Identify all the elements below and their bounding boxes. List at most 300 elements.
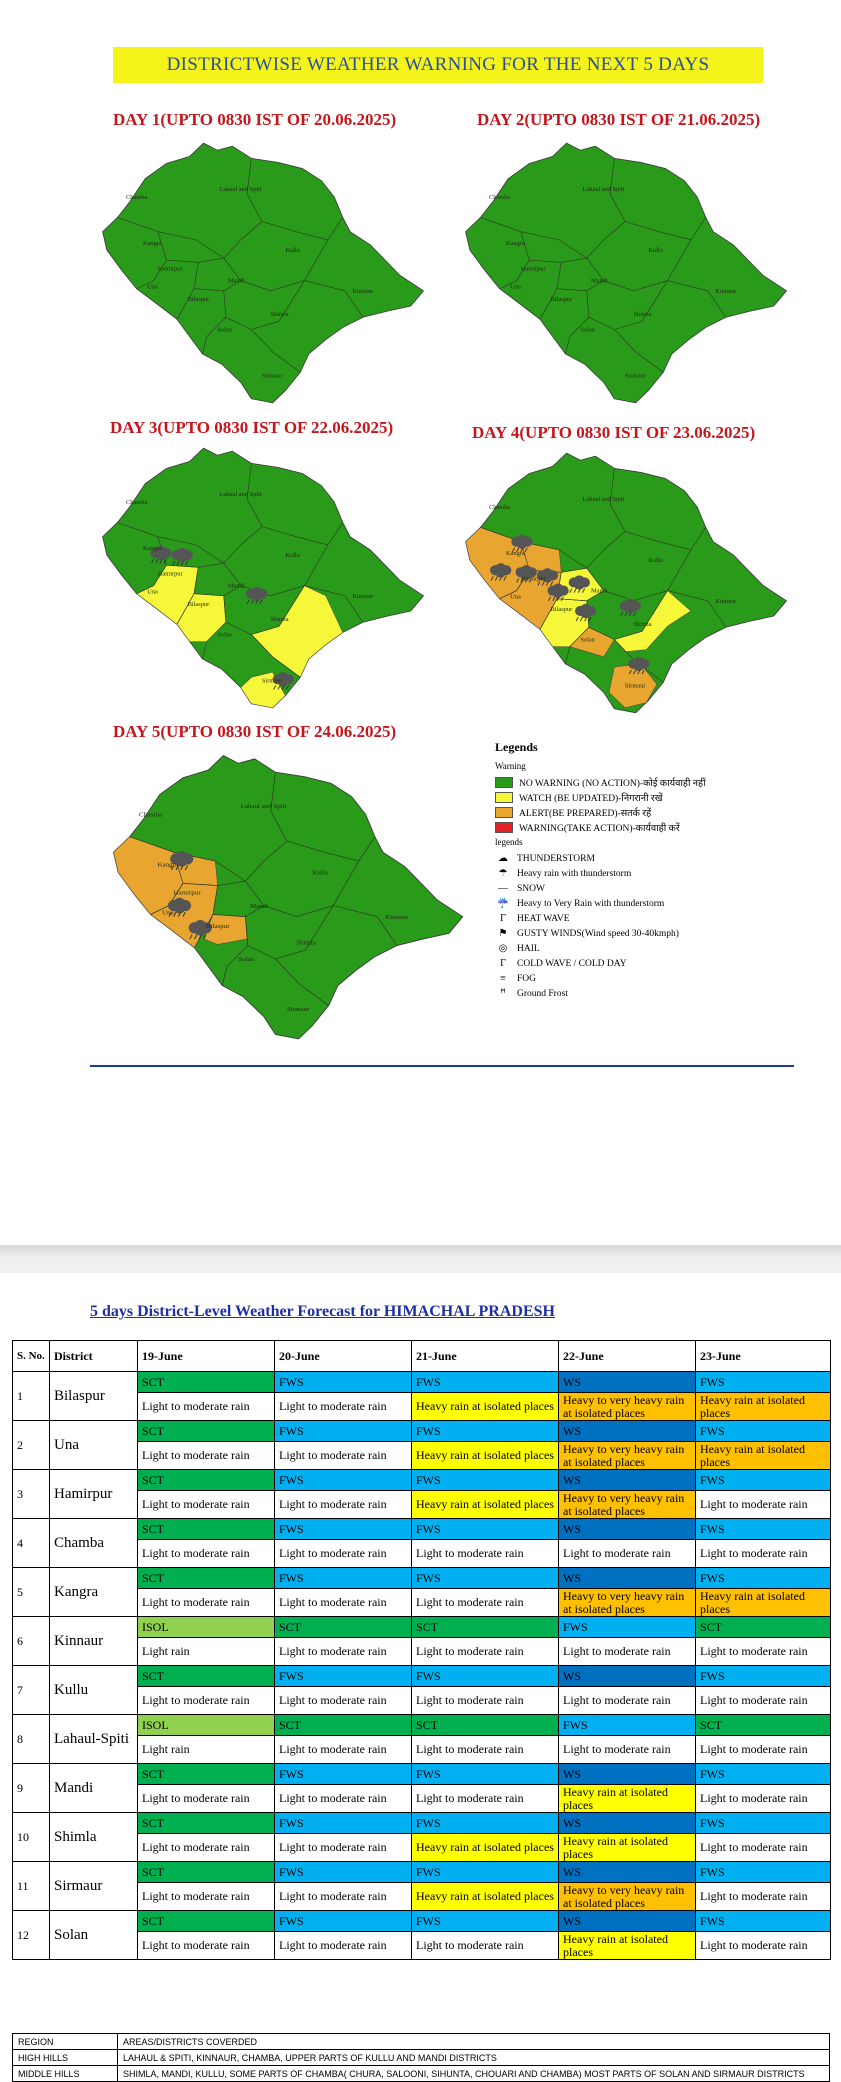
snow-icon: — (498, 883, 508, 894)
district-label: Sirmaur (625, 682, 646, 690)
forecast-description-cell: Light to moderate rain (696, 1540, 831, 1568)
district-label: Kullu (648, 247, 663, 255)
district-label: Kinnaur (352, 287, 374, 295)
forecast-description-cell: Heavy rain at isolated places (412, 1393, 559, 1421)
forecast-row (13, 1421, 831, 1442)
legend-symbol-item (495, 911, 795, 926)
district-label: Una (510, 283, 521, 291)
forecast-category-cell: FWS (412, 1470, 559, 1491)
district-label: Mandi (228, 582, 245, 590)
state-map-svg (455, 448, 795, 723)
forecast-category-cell: FWS (275, 1421, 412, 1442)
legend-warning-item (495, 805, 795, 820)
forecast-header-row (13, 1341, 831, 1372)
forecast-title: 5 days District-Level Weather Forecast for HIMACHAL PRADESH (90, 1303, 555, 1320)
legend-warning-item (495, 775, 795, 790)
legend-symbol-label: HEAT WAVE (517, 913, 570, 924)
forecast-description-cell: Light to moderate rain (138, 1883, 275, 1911)
forecast-category-cell: WS (559, 1813, 696, 1834)
row-district: Lahaul-Spiti (50, 1715, 138, 1764)
forecast-description-cell: Light to moderate rain (275, 1540, 412, 1568)
legend-color-swatch (495, 792, 513, 803)
forecast-description-cell: Light to moderate rain (275, 1736, 412, 1764)
forecast-row (13, 1568, 831, 1589)
district-label: Hamirpur (157, 265, 183, 273)
district-label: Una (147, 588, 158, 596)
forecast-description-cell: Light to moderate rain (275, 1442, 412, 1470)
forecast-category-cell: SCT (138, 1372, 275, 1393)
legend-symbol-item (495, 941, 795, 956)
state-map-svg (92, 138, 432, 413)
region-header-region: REGION (13, 2034, 118, 2050)
forecast-description-cell: Heavy to very heavy rain at isolated places (559, 1589, 696, 1617)
district-label: Una (162, 909, 174, 917)
forecast-description-cell: Light to moderate rain (412, 1638, 559, 1666)
cold-wave-icon: Γ (500, 958, 506, 969)
district-label: Solan (217, 631, 232, 639)
row-district: Shimla (50, 1813, 138, 1862)
district-label: Kullu (648, 557, 663, 565)
district-label: Chamba (139, 811, 163, 819)
forecast-category-cell: FWS (696, 1421, 831, 1442)
forecast-description-cell: Heavy to very heavy rain at isolated places (559, 1442, 696, 1470)
day3-map (92, 443, 432, 718)
heat-wave-icon: Γ (500, 913, 506, 924)
forecast-category-cell: FWS (696, 1862, 831, 1883)
forecast-category-cell: SCT (138, 1421, 275, 1442)
legend-warning-label: NO WARNING (NO ACTION)-कोई कार्यवाही नहीं (519, 779, 706, 789)
row-district: Sirmaur (50, 1862, 138, 1911)
row-sno: 12 (13, 1911, 50, 1960)
region-name: HIGH HILLS (13, 2050, 118, 2066)
heavy-rain-thunder-icon: ☂ (498, 868, 508, 879)
forecast-description-cell: Light to moderate rain (696, 1687, 831, 1715)
district-label: Lahaul and Spiti (582, 186, 625, 193)
forecast-description-cell: Light to moderate rain (138, 1540, 275, 1568)
legend-symbol-item (495, 896, 795, 911)
forecast-description-cell: Light to moderate rain (696, 1834, 831, 1862)
forecast-description-cell: Heavy rain at isolated places (412, 1491, 559, 1519)
forecast-description-cell: Heavy to very heavy rain at isolated places (559, 1883, 696, 1911)
forecast-category-cell: FWS (275, 1470, 412, 1491)
district-label: Kullu (285, 247, 300, 255)
forecast-category-cell: FWS (275, 1666, 412, 1687)
forecast-category-cell: WS (559, 1568, 696, 1589)
forecast-category-cell: WS (559, 1862, 696, 1883)
forecast-category-cell: SCT (412, 1617, 559, 1638)
legend-symbol-list (495, 851, 795, 1001)
forecast-description-cell: Light rain (138, 1638, 275, 1666)
row-sno: 3 (13, 1470, 50, 1519)
district-label: Chamba (489, 504, 511, 512)
state-map-svg (102, 750, 472, 1050)
page-divider-line (90, 1065, 794, 1067)
forecast-category-cell: FWS (559, 1617, 696, 1638)
row-district: Una (50, 1421, 138, 1470)
district-label: Solan (580, 636, 595, 644)
forecast-category-cell: WS (559, 1421, 696, 1442)
region-name: MIDDLE HILLS (13, 2066, 118, 2082)
forecast-description-cell: Heavy rain at isolated places (696, 1589, 831, 1617)
forecast-category-cell: FWS (275, 1911, 412, 1932)
forecast-description-cell: Light to moderate rain (138, 1834, 275, 1862)
district-label: Kullu (285, 552, 300, 560)
forecast-description-cell: Light rain (138, 1736, 275, 1764)
forecast-description-cell: Light to moderate rain (138, 1393, 275, 1421)
district-label: Hamirpur (157, 570, 183, 578)
forecast-category-cell: FWS (412, 1421, 559, 1442)
row-district: Kangra (50, 1568, 138, 1617)
district-label: Una (147, 283, 158, 291)
day3-title: DAY 3(UPTO 0830 IST OF 22.06.2025) (110, 418, 394, 437)
row-sno: 7 (13, 1666, 50, 1715)
legend-symbol-label: Heavy to Very Rain with thunderstorm (517, 898, 665, 909)
forecast-description-cell: Heavy rain at isolated places (696, 1442, 831, 1470)
forecast-description-cell: Light to moderate rain (275, 1932, 412, 1960)
forecast-description-cell: Heavy rain at isolated places (412, 1834, 559, 1862)
day2-map (455, 138, 795, 413)
forecast-description-cell: Light to moderate rain (275, 1883, 412, 1911)
legend-symbol-label: SNOW (517, 883, 545, 894)
row-district: Solan (50, 1911, 138, 1960)
day4-map (455, 448, 795, 723)
forecast-category-cell: SCT (412, 1715, 559, 1736)
district-label: Kangra (143, 240, 162, 247)
forecast-category-cell: SCT (138, 1862, 275, 1883)
forecast-category-cell: FWS (696, 1568, 831, 1589)
district-label: Shimla (296, 939, 316, 947)
legend-symbol-item (495, 971, 795, 986)
forecast-description-cell: Light to moderate rain (138, 1491, 275, 1519)
district-label: Shimla (270, 616, 289, 624)
district-label: Bilaspur (187, 601, 210, 608)
legend-symbol-label: FOG (517, 973, 537, 984)
legend-symbol-item (495, 956, 795, 971)
forecast-description-cell: Light to moderate rain (412, 1932, 559, 1960)
forecast-category-cell: SCT (138, 1764, 275, 1785)
day1-map (92, 138, 432, 413)
forecast-category-cell: FWS (412, 1813, 559, 1834)
district-label: Una (510, 593, 521, 601)
gusty-winds-icon: ⚑ (498, 928, 508, 939)
region-row (13, 2066, 830, 2082)
legend-symbol-item (495, 851, 795, 866)
row-sno: 1 (13, 1372, 50, 1421)
district-label: Chamba (126, 499, 148, 507)
district-label: Bilaspur (206, 922, 230, 930)
forecast-category-cell: WS (559, 1764, 696, 1785)
state-map-svg (92, 443, 432, 718)
district-label: Kullu (312, 869, 329, 877)
district-label: Hamirpur (520, 575, 546, 583)
forecast-description-cell: Heavy rain at isolated places (559, 1834, 696, 1862)
legend-title: Legends (495, 740, 538, 754)
region-header-row (13, 2034, 830, 2050)
district-label: Solan (217, 326, 232, 334)
forecast-category-cell: FWS (696, 1666, 831, 1687)
forecast-description-cell: Light to moderate rain (412, 1540, 559, 1568)
district-label: Solan (580, 326, 595, 334)
forecast-description-cell: Light to moderate rain (412, 1785, 559, 1813)
hail-icon: ◎ (498, 943, 508, 954)
forecast-row (13, 1764, 831, 1785)
region-areas: LAHAUL & SPITI, KINNAUR, CHAMBA, UPPER PARTS OF KULLU AND MANDI DISTRICTS (118, 2050, 830, 2066)
district-label: Kangra (143, 545, 162, 552)
forecast-row (13, 1911, 831, 1932)
district-label: Shimla (633, 621, 652, 629)
district-label: Shimla (633, 311, 652, 319)
forecast-category-cell: SCT (696, 1617, 831, 1638)
forecast-category-cell: FWS (696, 1470, 831, 1491)
forecast-category-cell: FWS (696, 1911, 831, 1932)
forecast-category-cell: FWS (412, 1764, 559, 1785)
ground-frost-icon: ꟸ (500, 988, 506, 999)
district-label: Mandi (228, 277, 245, 285)
forecast-description-cell: Light to moderate rain (559, 1540, 696, 1568)
district-label: Kangra (506, 240, 525, 247)
forecast-description-cell: Light to moderate rain (696, 1491, 831, 1519)
state-map-svg (455, 138, 795, 413)
district-label: Kangra (506, 550, 525, 557)
district-label: Lahaul and Spiti (219, 186, 262, 193)
forecast-description-cell: Heavy rain at isolated places (412, 1442, 559, 1470)
legend-symbol-label: COLD WAVE / COLD DAY (517, 958, 627, 969)
day5-map (102, 750, 472, 1050)
forecast-row (13, 1862, 831, 1883)
day5-title: DAY 5(UPTO 0830 IST OF 24.06.2025) (113, 722, 397, 741)
forecast-category-cell: SCT (138, 1568, 275, 1589)
row-district: Kullu (50, 1666, 138, 1715)
forecast-description-cell: Light to moderate rain (275, 1589, 412, 1617)
forecast-description-cell: Light to moderate rain (412, 1687, 559, 1715)
forecast-row (13, 1617, 831, 1638)
header-day-3: 21-June (412, 1341, 559, 1372)
very-heavy-rain-thunder-icon: ☔ (496, 898, 510, 909)
district-label: Shimla (270, 311, 289, 319)
district-label: Mandi (591, 587, 608, 595)
header-day-4: 22-June (559, 1341, 696, 1372)
forecast-category-cell: FWS (275, 1519, 412, 1540)
district-label: Kinnaur (352, 592, 374, 600)
day2-title: DAY 2(UPTO 0830 IST OF 21.06.2025) (477, 110, 761, 129)
row-sno: 11 (13, 1862, 50, 1911)
district-label: Hamirpur (520, 265, 546, 273)
legend-symbol-label: GUSTY WINDS(Wind speed 30-40kmph) (517, 928, 679, 939)
forecast-description-cell: Light to moderate rain (138, 1785, 275, 1813)
forecast-description-cell: Heavy rain at isolated places (559, 1932, 696, 1960)
row-sno: 4 (13, 1519, 50, 1568)
district-label: Bilaspur (550, 296, 573, 303)
header-district: District (50, 1341, 138, 1372)
forecast-row (13, 1519, 831, 1540)
legend-color-swatch (495, 822, 513, 833)
day1-title: DAY 1(UPTO 0830 IST OF 20.06.2025) (113, 110, 397, 129)
district-label: Sirmaur (625, 372, 646, 380)
forecast-category-cell: SCT (138, 1519, 275, 1540)
forecast-description-cell: Heavy rain at isolated places (412, 1883, 559, 1911)
forecast-category-cell: FWS (412, 1862, 559, 1883)
forecast-description-cell: Light to moderate rain (559, 1687, 696, 1715)
legend-warning-heading: Warning (495, 761, 526, 771)
row-district: Hamirpur (50, 1470, 138, 1519)
forecast-description-cell: Light to moderate rain (412, 1736, 559, 1764)
district-label: Sirmaur (262, 372, 283, 380)
forecast-description-cell: Heavy to very heavy rain at isolated places (559, 1491, 696, 1519)
district-label: Chamba (489, 194, 511, 202)
region-row (13, 2050, 830, 2066)
legend-symbol-heading: legends (495, 837, 523, 847)
forecast-description-cell: Light to moderate rain (696, 1638, 831, 1666)
legend-symbol-label: THUNDERSTORM (517, 853, 595, 864)
legend-warning-item (495, 820, 795, 835)
forecast-description-cell: Heavy rain at isolated places (559, 1785, 696, 1813)
legend-warning-list (495, 775, 795, 835)
district-label: Solan (238, 956, 255, 964)
forecast-category-cell: WS (559, 1372, 696, 1393)
forecast-description-cell: Light to moderate rain (275, 1785, 412, 1813)
legend-warning-label: WARNING(TAKE ACTION)-कार्यवाही करें (519, 824, 680, 834)
forecast-description-cell: Light to moderate rain (412, 1589, 559, 1617)
legend-warning-label: ALERT(BE PREPARED)-सतर्क रहें (519, 809, 652, 819)
row-district: Bilaspur (50, 1372, 138, 1421)
forecast-category-cell: WS (559, 1666, 696, 1687)
forecast-category-cell: ISOL (138, 1715, 275, 1736)
legend-symbol-label: HAIL (517, 943, 540, 954)
forecast-category-cell: FWS (696, 1764, 831, 1785)
region-header-areas: AREAS/DISTRICTS COVERDED (118, 2034, 830, 2050)
forecast-description-cell: Light to moderate rain (559, 1638, 696, 1666)
forecast-category-cell: FWS (559, 1715, 696, 1736)
forecast-description-cell: Light to moderate rain (138, 1589, 275, 1617)
forecast-description-cell: Light to moderate rain (138, 1687, 275, 1715)
state-outline (103, 448, 424, 708)
district-label: Kinnaur (715, 597, 737, 605)
legend-symbol-item (495, 866, 795, 881)
thunderstorm-icon: ☁ (498, 853, 508, 864)
forecast-description-cell: Light to moderate rain (696, 1883, 831, 1911)
forecast-row (13, 1813, 831, 1834)
district-label: Bilaspur (550, 606, 573, 613)
row-sno: 8 (13, 1715, 50, 1764)
district-label: Lahaul and Spiti (219, 491, 262, 498)
forecast-category-cell: FWS (275, 1862, 412, 1883)
forecast-category-cell: SCT (138, 1813, 275, 1834)
forecast-category-cell: FWS (696, 1372, 831, 1393)
forecast-table-body (13, 1372, 831, 1960)
row-district: Mandi (50, 1764, 138, 1813)
page-gap (0, 1245, 841, 1273)
forecast-description-cell: Light to moderate rain (138, 1442, 275, 1470)
row-sno: 10 (13, 1813, 50, 1862)
region-areas: SHIMLA, MANDI, KULLU, SOME PARTS OF CHAMBA( CHURA, SALOONI, SIHUNTA, CHOUARI AND CHAMBA) MOST PARTS OF SOLAN AND SIRMAUR DISTRICTS (118, 2066, 830, 2082)
row-district: Chamba (50, 1519, 138, 1568)
district-label: Lahaul and Spiti (582, 496, 625, 503)
forecast-category-cell: FWS (696, 1813, 831, 1834)
district-label: Sirmaur (287, 1006, 310, 1014)
forecast-row (13, 1666, 831, 1687)
forecast-category-cell: WS (559, 1519, 696, 1540)
district-label: Kangra (157, 861, 178, 869)
forecast-row (13, 1372, 831, 1393)
row-sno: 5 (13, 1568, 50, 1617)
header-day-2: 20-June (275, 1341, 412, 1372)
forecast-category-cell: SCT (138, 1911, 275, 1932)
fog-icon: ≡ (500, 973, 506, 984)
forecast-description-cell: Light to moderate rain (559, 1736, 696, 1764)
legend-symbol-item (495, 881, 795, 896)
forecast-description-cell: Light to moderate rain (696, 1785, 831, 1813)
district-label: Sirmaur (262, 677, 283, 685)
state-outline (466, 143, 787, 403)
page-title: DISTRICTWISE WEATHER WARNING FOR THE NEXT 5 DAYS (113, 47, 763, 83)
district-label: Kinnaur (715, 287, 737, 295)
forecast-description-cell: Light to moderate rain (696, 1932, 831, 1960)
forecast-table (12, 1340, 831, 1960)
district-label: Mandi (591, 277, 608, 285)
row-district: Kinnaur (50, 1617, 138, 1666)
district-label: Chamba (126, 194, 148, 202)
forecast-description-cell: Light to moderate rain (696, 1736, 831, 1764)
legend-symbol-item (495, 986, 795, 1001)
forecast-description-cell: Light to moderate rain (275, 1393, 412, 1421)
forecast-category-cell: WS (559, 1470, 696, 1491)
district-label: Hamirpur (173, 889, 201, 897)
legend-warning-item (495, 790, 795, 805)
legend-warning-label: WATCH (BE UPDATED)-निगरानी रखें (519, 794, 663, 804)
map-legend (495, 740, 795, 1001)
district-label: Lahaul and Spiti (240, 802, 287, 810)
forecast-category-cell: FWS (412, 1568, 559, 1589)
forecast-category-cell: FWS (412, 1519, 559, 1540)
district-label: Kinnaur (385, 913, 409, 921)
forecast-page (0, 1273, 841, 2079)
forecast-category-cell: SCT (138, 1470, 275, 1491)
region-table (12, 2033, 830, 2082)
forecast-category-cell: FWS (412, 1666, 559, 1687)
district-label: Bilaspur (187, 296, 210, 303)
district-label: Mandi (250, 902, 269, 910)
forecast-row (13, 1715, 831, 1736)
forecast-category-cell: FWS (412, 1372, 559, 1393)
forecast-category-cell: FWS (275, 1813, 412, 1834)
forecast-category-cell: FWS (275, 1372, 412, 1393)
forecast-category-cell: FWS (275, 1764, 412, 1785)
forecast-description-cell: Light to moderate rain (275, 1687, 412, 1715)
header-day-5: 23-June (696, 1341, 831, 1372)
forecast-category-cell: SCT (696, 1715, 831, 1736)
forecast-category-cell: FWS (412, 1911, 559, 1932)
row-sno: 6 (13, 1617, 50, 1666)
legend-symbol-item (495, 926, 795, 941)
forecast-description-cell: Light to moderate rain (138, 1932, 275, 1960)
forecast-row (13, 1470, 831, 1491)
forecast-category-cell: SCT (275, 1617, 412, 1638)
forecast-category-cell: FWS (696, 1519, 831, 1540)
legend-symbol-label: Ground Frost (517, 988, 568, 999)
forecast-category-cell: SCT (275, 1715, 412, 1736)
forecast-category-cell: SCT (138, 1666, 275, 1687)
forecast-description-cell: Heavy rain at isolated places (696, 1393, 831, 1421)
legend-color-swatch (495, 777, 513, 788)
legend-symbol-label: Heavy rain with thunderstorm (517, 868, 632, 879)
forecast-description-cell: Light to moderate rain (275, 1834, 412, 1862)
day4-title: DAY 4(UPTO 0830 IST OF 23.06.2025) (472, 423, 756, 442)
header-day-1: 19-June (138, 1341, 275, 1372)
forecast-description-cell: Light to moderate rain (275, 1491, 412, 1519)
forecast-category-cell: ISOL (138, 1617, 275, 1638)
row-sno: 9 (13, 1764, 50, 1813)
state-outline (103, 143, 424, 403)
